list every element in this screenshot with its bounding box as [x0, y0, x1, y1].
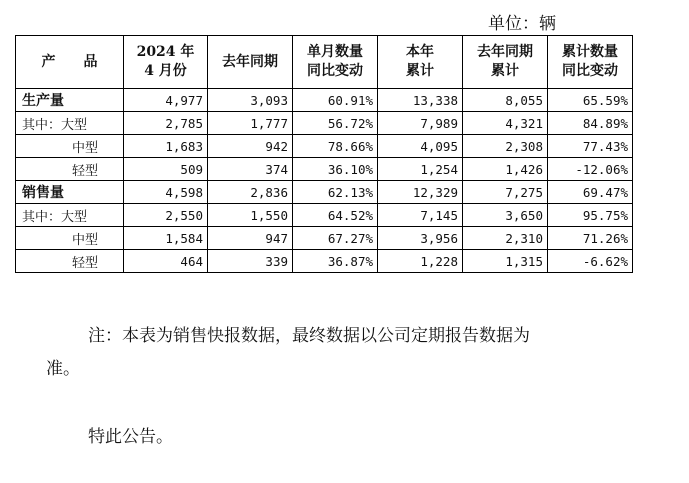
- column-header: [378, 36, 463, 89]
- column-header-line: 同比变动: [307, 63, 363, 79]
- column-header: [463, 36, 548, 89]
- table-row: [16, 112, 633, 135]
- column-header-line: 2024 年: [136, 44, 195, 60]
- table-row: [16, 89, 633, 112]
- table-cell: 62.13%: [293, 181, 378, 204]
- table-cell: 2,836: [208, 181, 293, 204]
- column-header-line: 本年: [406, 44, 434, 60]
- row-label: 其中：大型: [16, 112, 124, 135]
- table-cell: 36.87%: [293, 250, 378, 273]
- column-header: [124, 36, 208, 89]
- table-cell: 36.10%: [293, 158, 378, 181]
- table-row: [16, 135, 633, 158]
- table-cell: 8,055: [463, 89, 548, 112]
- table-cell: 95.75%: [548, 204, 633, 227]
- table-cell: 4,321: [463, 112, 548, 135]
- table-cell: 69.47%: [548, 181, 633, 204]
- table-cell: 339: [208, 250, 293, 273]
- table-cell: 4,095: [378, 135, 463, 158]
- table-header: [16, 36, 633, 89]
- column-header-line: 累计: [491, 63, 519, 79]
- column-header-line: 去年同期: [477, 44, 533, 60]
- unit-label: 单位：辆: [488, 14, 556, 34]
- table-cell: 7,989: [378, 112, 463, 135]
- row-label: 中型: [16, 227, 124, 250]
- table-cell: 56.72%: [293, 112, 378, 135]
- column-header: [16, 36, 124, 89]
- table-body: [16, 89, 633, 273]
- table-cell: 13,338: [378, 89, 463, 112]
- row-label: 轻型: [16, 250, 124, 273]
- column-header-line: 单月数量: [307, 44, 363, 60]
- column-header: [293, 36, 378, 89]
- table-cell: 12,329: [378, 181, 463, 204]
- table-cell: 3,956: [378, 227, 463, 250]
- column-header: [208, 36, 293, 89]
- table-cell: 464: [124, 250, 208, 273]
- table-cell: 1,683: [124, 135, 208, 158]
- table-cell: 1,228: [378, 250, 463, 273]
- row-label: 生产量: [16, 89, 124, 112]
- production-sales-table: [15, 35, 633, 273]
- table-cell: -6.62%: [548, 250, 633, 273]
- table-cell: 374: [208, 158, 293, 181]
- table-cell: 84.89%: [548, 112, 633, 135]
- table-row: [16, 250, 633, 273]
- table-cell: 64.52%: [293, 204, 378, 227]
- column-header-line: 累计数量: [562, 44, 618, 60]
- table-row: [16, 227, 633, 250]
- closing-statement: 特此公告。: [88, 427, 173, 447]
- table-cell: 77.43%: [548, 135, 633, 158]
- footnote-line-2: 准。: [46, 359, 80, 379]
- row-label: 轻型: [16, 158, 124, 181]
- row-label: 中型: [16, 135, 124, 158]
- column-header-line: 去年同期: [222, 53, 278, 70]
- table-cell: 1,254: [378, 158, 463, 181]
- row-label: 销售量: [16, 181, 124, 204]
- column-header: [548, 36, 633, 89]
- table-cell: 3,650: [463, 204, 548, 227]
- footnote-line-1: 注：本表为销售快报数据，最终数据以公司定期报告数据为: [88, 326, 530, 346]
- table-cell: 7,145: [378, 204, 463, 227]
- column-header-line: 同比变动: [562, 63, 618, 79]
- table-header-row: [16, 36, 633, 89]
- table-cell: 3,093: [208, 89, 293, 112]
- column-header-line: 产 品: [41, 53, 98, 70]
- table-cell: 65.59%: [548, 89, 633, 112]
- column-header-line: 4 月份: [144, 63, 187, 79]
- table-cell: 71.26%: [548, 227, 633, 250]
- table-cell: 509: [124, 158, 208, 181]
- table-row: [16, 158, 633, 181]
- table-cell: 2,308: [463, 135, 548, 158]
- table-cell: 4,977: [124, 89, 208, 112]
- row-label: 其中：大型: [16, 204, 124, 227]
- table-cell: 947: [208, 227, 293, 250]
- table-cell: 60.91%: [293, 89, 378, 112]
- table-cell: 942: [208, 135, 293, 158]
- table-cell: 1,777: [208, 112, 293, 135]
- table-row: [16, 181, 633, 204]
- table-cell: 2,310: [463, 227, 548, 250]
- table-row: [16, 204, 633, 227]
- table-cell: 1,584: [124, 227, 208, 250]
- table-cell: -12.06%: [548, 158, 633, 181]
- column-header-line: 累计: [406, 63, 434, 79]
- table-cell: 4,598: [124, 181, 208, 204]
- table-cell: 1,550: [208, 204, 293, 227]
- table-cell: 1,426: [463, 158, 548, 181]
- table-cell: 78.66%: [293, 135, 378, 158]
- table-cell: 67.27%: [293, 227, 378, 250]
- table-cell: 7,275: [463, 181, 548, 204]
- table-cell: 2,550: [124, 204, 208, 227]
- table-cell: 1,315: [463, 250, 548, 273]
- table-cell: 2,785: [124, 112, 208, 135]
